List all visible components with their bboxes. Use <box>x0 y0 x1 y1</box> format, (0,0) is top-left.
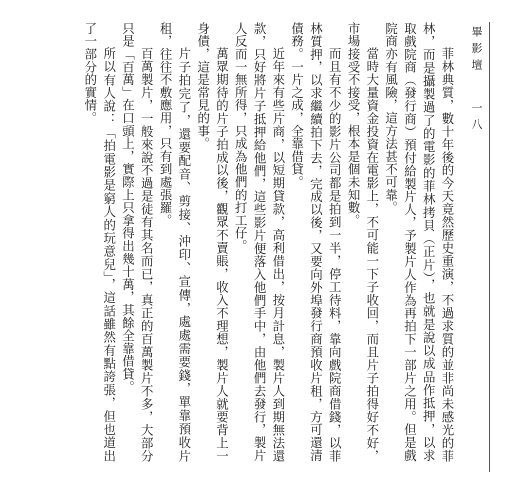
paragraph: 所以有人說：「拍電影是窮人的玩意兒」，這話雖然有點誇張，但也道出了一部分的實情。 <box>82 22 117 462</box>
page-number: 一 八 <box>470 101 483 130</box>
body-text <box>36 22 456 462</box>
header-divider <box>489 22 490 472</box>
paragraph: 片子拍完了，還要配音、剪接、沖印、宣傳，處處需要錢，單靠預收片租，往往不敷應用，只有到處張羅。 <box>158 22 192 462</box>
page-header <box>468 26 484 130</box>
paragraph: 而且有不少的影片公司都是拍到一半，停工待料，靠向戲院商借錢，以菲林質押，以求繼續拍下去，完成以後，又要向外埠發行商預收片租，方可還清債務。一片之成，全靠借貸。 <box>289 22 343 462</box>
paragraph: 百萬製片，一般來說不過是徒有其名而已，真正的百萬製片不多，大部分只是「百萬」在口頭上，實際上只拿得出幾十萬，其餘全靠借貸。 <box>120 22 155 462</box>
paragraph: 菲林典質，數十年後的今天竟然歷史重演，不過求質的並非尚未感光的菲林，而是攝製過了的電影的菲林拷貝（正片），也就是說以成品作抵押，以求取戲院商（發行商）預付給製片人，予製片人作為再拍下一部片之用。但是戲院商亦有風險，這方法甚不可靠。 <box>383 22 455 462</box>
paragraph: 萬眾期待的片子拍成以後，觀眾不賣賬，收入不理想，製片人就要背上一身債，這是常見的事。 <box>195 22 230 462</box>
paragraph: 近年來有些片商，以短期貸款，高利借出，按月計息，製片人到期無法還款，只好將片子抵押給他們，這些影片便落入他們手中，由他們去發行，製片人反而一無所得，只成為他們的打工仔。 <box>233 22 286 462</box>
book-title: 畢 影 壇 <box>470 26 483 71</box>
paragraph: 當時大量資金投資在電影上，不可能一下子收回，而且片子拍得好不好，市場接受不接受，根本是個未知數。 <box>346 22 380 462</box>
